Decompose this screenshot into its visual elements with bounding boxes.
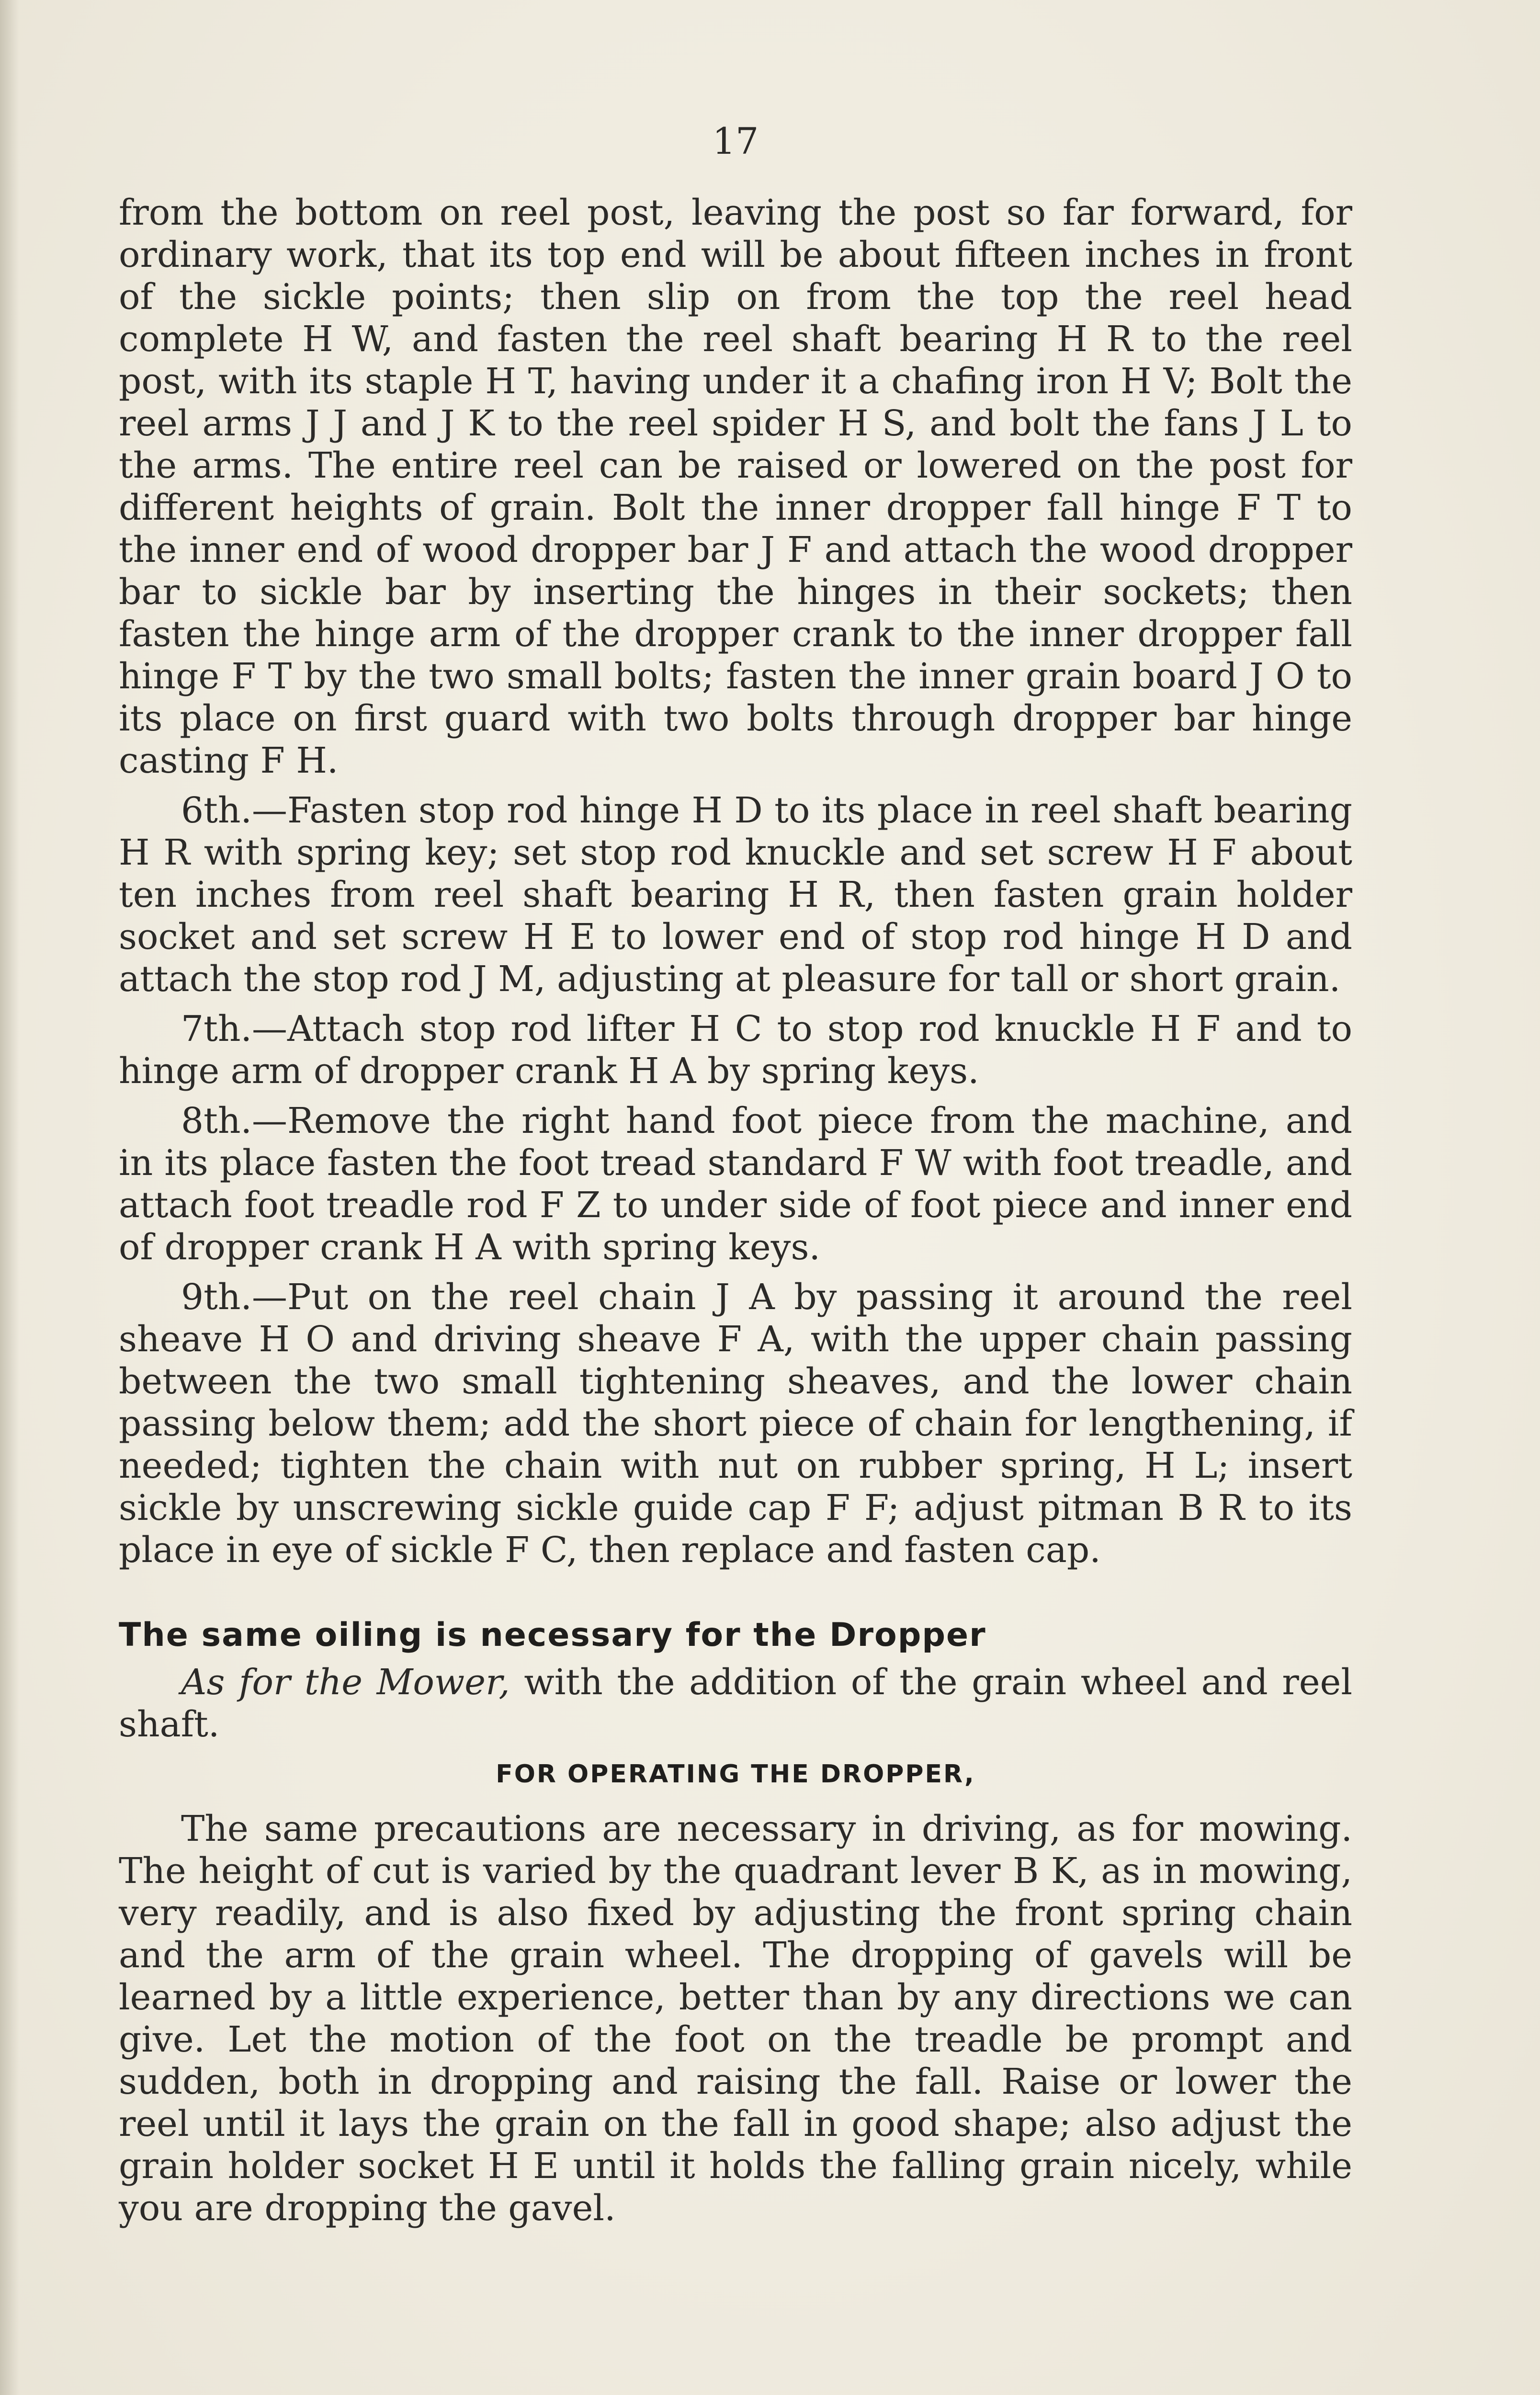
- page-number: 17: [712, 120, 759, 162]
- oiling-rest: with the addition of the grain wheel and reel shaft.: [119, 1662, 1352, 1745]
- oiling-italic-lead: As for the Mower,: [181, 1662, 510, 1703]
- paragraph-step-7: 7th.—Attach stop rod lifter H C to stop rod knuckle H F and to hinge arm of dropper crank H A by spring keys.: [119, 1008, 1352, 1092]
- paragraph-step-8: 8th.—Remove the right hand foot piece from the machine, and in its place fasten the foot tread standard F W with foot treadle, and attach foot treadle rod F Z to under side of foot piece and inner end of dropper crank H A with spring keys.: [119, 1100, 1352, 1268]
- paragraph-continued: from the bottom on reel post, leaving the post so far forward, for ordinary work, that its top end will be about fifteen inches in front of the sickle points; then slip on from the top the reel head complete H W, and fasten the reel shaft bearing H R to the reel post, with its staple H T, having under it a chafing iron H V; Bolt the reel arms J J and J K to the reel spider H S, and bolt the fans J L to the arms. The entire reel can be raised or lowered on the post for different heights of grain. Bolt the inner dropper fall hinge F T to the inner end of wood dropper bar J F and attach the wood dropper bar to sickle bar by inserting the hinges in their sockets; then fasten the hinge arm of the dropper crank to the inner dropper fall hinge F T by the two small bolts; fasten the inner grain board J O to its place on first guard with two bolts through dropper bar hinge casting F H.: [119, 192, 1352, 781]
- oiling-heading: The same oiling is necessary for the Dropper: [119, 1616, 986, 1654]
- operating-paragraph: The same precautions are necessary in driving, as for mowing. The height of cut is varied by the quadrant lever B K, as in mowing, very readily, and is also fixed by adjusting the front spring chain and the arm of the grain wheel. The dropping of gavels will be learned by a little experience, better than by any directions we can give. Let the motion of the foot on the treadle be prompt and sudden, both in dropping and raising the fall. Raise or lower the reel until it lays the grain on the fall in good shape; also adjust the grain holder socket H E until it holds the falling grain nicely, while you are dropping the gavel.: [119, 1808, 1352, 2229]
- paragraph-step-9: 9th.—Put on the reel chain J A by passing it around the reel sheave H O and driving sheave F A, with the upper chain passing between the two small tightening sheaves, and the lower chain passing below them; add the short piece of chain for lengthening, if needed; tighten the chain with nut on rubber spring, H L; insert sickle by unscrewing sickle guide cap F F; adjust pitman B R to its place in eye of sickle F C, then replace and fasten cap.: [119, 1277, 1352, 1571]
- paragraph-step-6: 6th.—Fasten stop rod hinge H D to its place in reel shaft bearing H R with spring key; set stop rod knuckle and set screw H F about ten inches from reel shaft bearing H R, then fasten grain holder socket and set screw H E to lower end of stop rod hinge H D and attach the stop rod J M, adjusting at pleasure for tall or short grain.: [119, 790, 1352, 1000]
- page-gutter-shadow: [0, 0, 19, 2395]
- text-column: [119, 120, 1352, 2237]
- oiling-paragraph: [119, 1661, 1352, 1745]
- operating-heading: FOR OPERATING THE DROPPER,: [496, 1760, 975, 1789]
